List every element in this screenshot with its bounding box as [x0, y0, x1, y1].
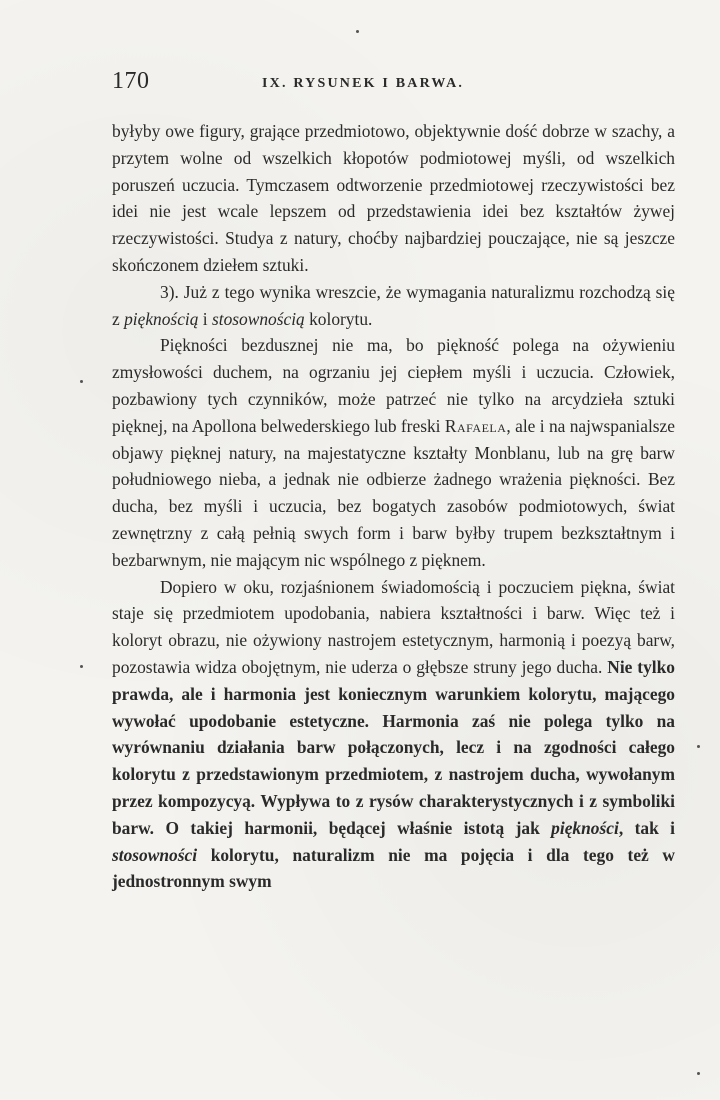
text-span: 3). Już z tego wynika wreszcie, że wymagania naturalizmu rozchodzą się z	[112, 281, 675, 329]
page-number: 170	[112, 68, 150, 94]
paragraph	[112, 279, 675, 333]
text-span-bold: Nie tylko prawda, ale i harmonia jest koniecznym warunkiem kolorytu, mającego wywołać upodobanie estetyczne. Harmonia zaś nie polega tylko na wyrównaniu działania barw połączonych, lecz i na zgodności całego kolorytu z przedstawionym przedmiotem, z nastrojem ducha, wywołanym przez kompozycyą. Wypływa to z rysów charakterystycznych i z symboliki barw. O takiej harmonii, będącej właśnie istotą jak	[112, 656, 675, 838]
text-span-em: pięknością	[124, 308, 199, 329]
text-span-bold-em: piękności	[551, 817, 619, 838]
body-text	[112, 118, 675, 895]
text-span-em: stosownością	[211, 308, 305, 329]
print-speck	[697, 1072, 700, 1075]
text-span: , ale i na najwspanialsze objawy pięknej natury, na majestatyczne kształty Monblanu, lub na grę barw południowego nieba, a jednak nie odbierze żadnego wrażenia piękności. Bez ducha, bez myśli i uczucia, bez bogatych zasobów podmiotowych, świat zewnętrzny z całą pełnią swych form i barw byłby trupem bezkształtnym i bezbarwnym, nie mającym nic wspólnego z pięknem.	[112, 415, 675, 570]
paragraph	[112, 574, 675, 896]
running-head	[112, 68, 672, 98]
text-span: Piękności bezdusznej nie ma, bo piękność polega na ożywieniu zmysłowości duchem, na ogrzaniu jej ciepłem myśli i uczucia. Człowiek, pozbawiony tych czynników, może patrzeć nie tylko na arcydzieła sztuki pięknej, na Apollona belwederskiego lub freski	[112, 335, 675, 436]
print-speck	[356, 30, 359, 33]
print-speck	[697, 745, 700, 748]
paragraph	[112, 118, 675, 279]
text-span: kolorytu.	[304, 308, 373, 329]
text-span-sc: Rafaela	[444, 415, 507, 436]
chapter-title: IX. RYSUNEK I BARWA.	[262, 76, 465, 91]
text-span-bold: kolorytu, naturalizm nie ma pojęcia i dla tego też w jednostronnym swym	[112, 844, 675, 892]
text-span: i	[198, 308, 212, 329]
text-span-bold: , tak i	[618, 817, 675, 838]
print-speck	[80, 665, 83, 668]
print-speck	[80, 380, 83, 383]
paragraph	[112, 332, 675, 573]
text-span-bold-em: stosowności	[112, 844, 198, 865]
text-span: byłyby owe figury, grające przedmiotowo, objektywnie dość dobrze w szachy, a przytem wolne od wszelkich kłopotów podmiotowej myśli, od wszelkich poruszeń uczucia. Tymczasem odtworzenie przedmiotowej rzeczywistości bez idei nie jest wcale lepszem od przedstawienia idei bez kształtów żywej rzeczywistości. Studya z natury, choćby najbardziej pouczające, nie są jeszcze skończonem dziełem sztuki.	[112, 121, 675, 275]
text-span: Dopiero w oku, rozjaśnionem świadomością i poczuciem piękna, świat staje się przedmiotem upodobania, nabiera kształtności i barw. Więc też i koloryt obrazu, nie ożywiony nastrojem estetycznym, harmonią i poezyą barw, pozostawia widza obojętnym, nie uderza o głębsze struny jego ducha.	[112, 576, 675, 677]
